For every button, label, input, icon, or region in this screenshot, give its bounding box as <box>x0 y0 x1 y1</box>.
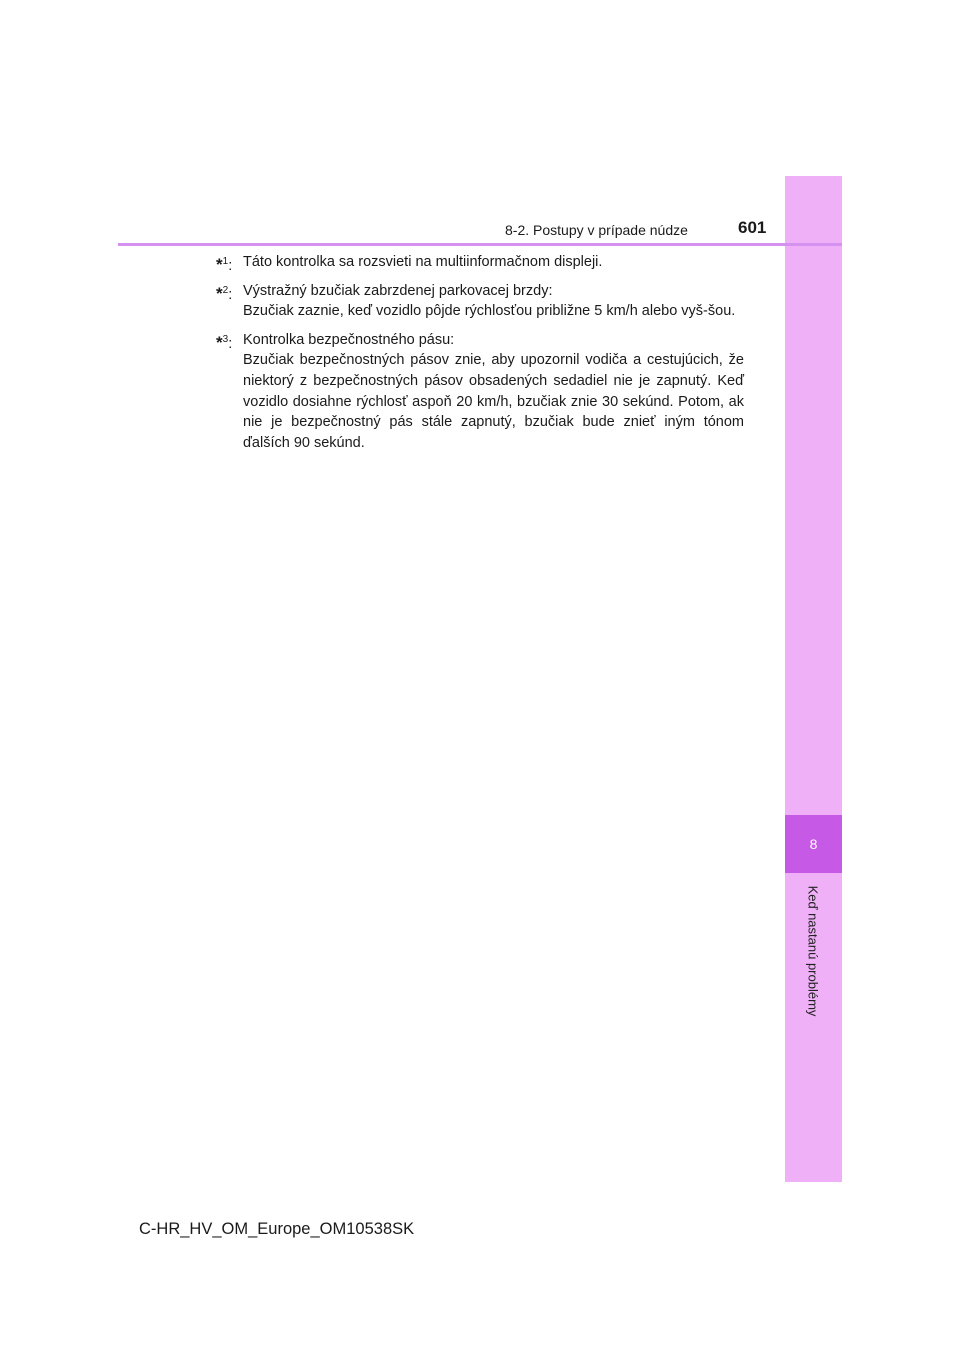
document-id: C-HR_HV_OM_Europe_OM10538SK <box>139 1220 415 1238</box>
header-divider <box>118 243 842 246</box>
footnote-marker: *$^3$: <box>216 332 233 352</box>
chapter-number-box <box>785 815 842 873</box>
chapter-number: 8 <box>809 836 818 852</box>
footnote-text: Kontrolka bezpečnostného pásu: Bzučiak bezpečnostných pásov znie, aby upozornil vodiča a cestujúcich, že niektorý z bezpečnostných pásov obsadených sedadiel nie je zapnutý. Keď vozidlo dosiahne rýchlosť aspoň 20 km/h, bzučiak znie 30 sekúnd. Potom, ak nie je bezpečnostný pás stále zapnutý, bzučiak bude znieť iným tónom ďalších 90 sekúnd. <box>243 331 744 451</box>
footnote-list <box>216 252 744 461</box>
page-number: 601 <box>738 218 767 237</box>
footnote-1 <box>216 252 744 273</box>
footnote-marker: *$^2$: <box>216 283 233 303</box>
footnote-3 <box>216 330 744 454</box>
footnote-text: Táto kontrolka sa rozsvieti na multiinformačnom displeji. <box>243 254 603 270</box>
chapter-side-tab <box>785 176 842 1182</box>
chapter-title: Keď nastanú problémy <box>805 885 821 1017</box>
footnote-marker: *$^1$: <box>216 255 233 274</box>
section-title: 8-2. Postupy v prípade núdze <box>505 222 688 238</box>
footnote-text: Výstražný bzučiak zabrzdenej parkovacej brzdy: Bzučiak zaznie, keď vozidlo pôjde rýchlosťou približne 5 km/h alebo vyš-šou. <box>243 282 736 320</box>
footnote-2 <box>216 281 744 322</box>
